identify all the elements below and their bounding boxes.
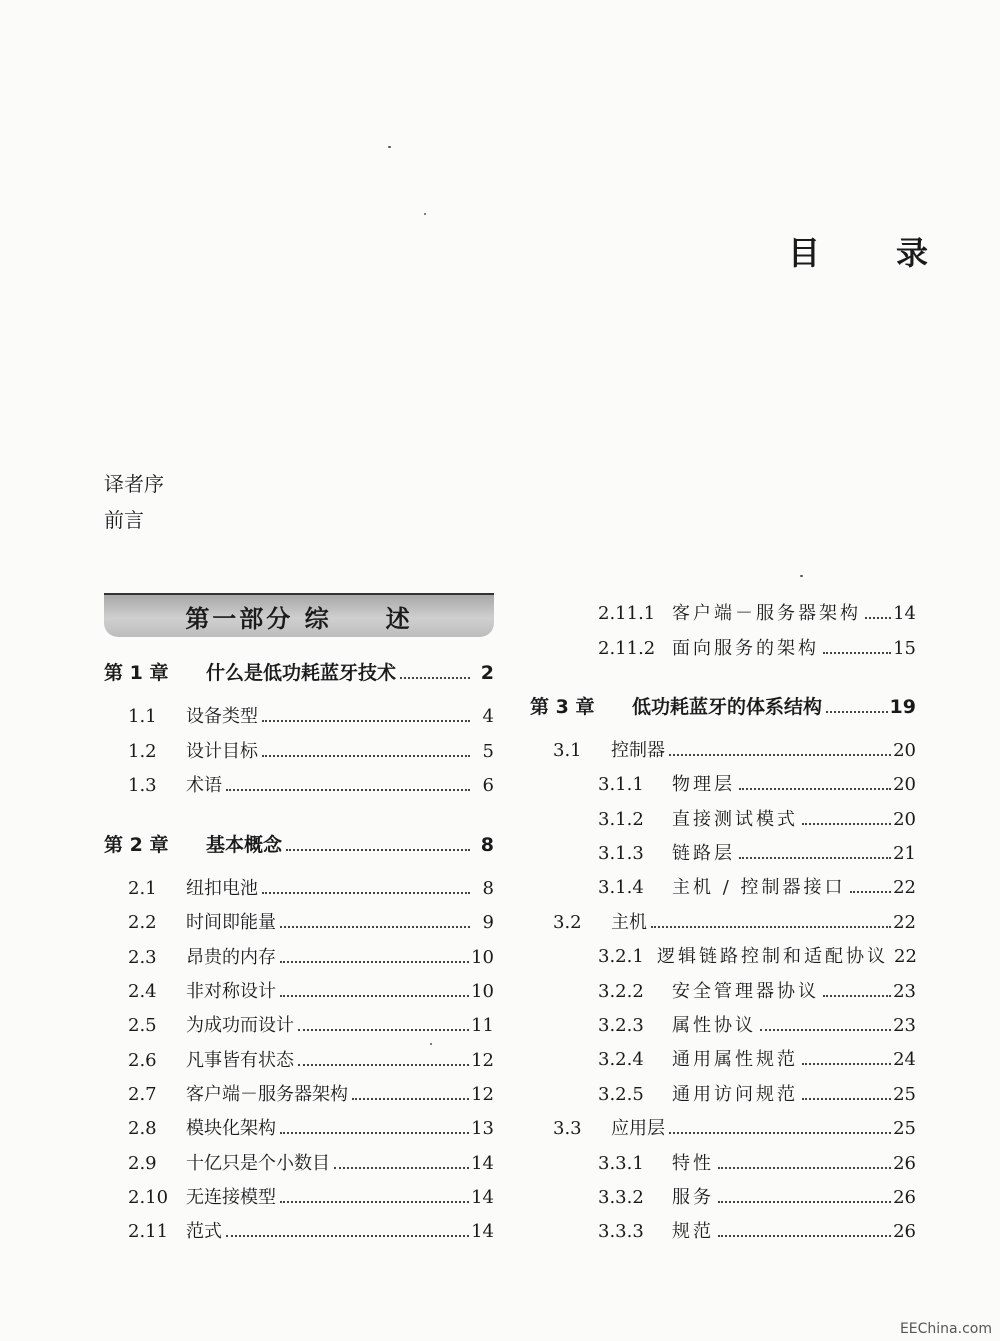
toc-entry-1-1[interactable] <box>128 702 494 728</box>
toc-entry-3-3-3[interactable] <box>598 1217 916 1243</box>
toc-entry-3-2[interactable] <box>553 908 916 934</box>
toc-entry-3-2-4[interactable] <box>598 1045 916 1071</box>
toc-leader-dots <box>262 720 470 722</box>
toc-entry-page: 11 <box>471 1015 494 1036</box>
toc-entry-page: 23 <box>893 1015 916 1036</box>
toc-leader-dots <box>280 995 469 997</box>
toc-entry-title: 十亿只是个小数目 <box>186 1153 330 1174</box>
toc-entry-page: 22 <box>893 912 916 933</box>
toc-entry-3-1-1[interactable] <box>598 770 916 796</box>
toc-entry-title: 应用层 <box>611 1118 665 1139</box>
toc-entry-number: 3.1.2 <box>598 809 644 830</box>
toc-leader-dots <box>226 1235 469 1237</box>
toc-entry-3-1[interactable] <box>553 736 916 762</box>
toc-leader-dots <box>739 788 891 790</box>
toc-entry-number: 1.1 <box>128 706 157 727</box>
toc-entry-number: 第 1 章 <box>104 662 169 684</box>
toc-entry-3-3-1[interactable] <box>598 1149 916 1175</box>
toc-leader-dots <box>802 1098 891 1100</box>
toc-entry-title: 物理层 <box>672 774 735 795</box>
toc-entry-number: 3.2 <box>553 912 582 933</box>
toc-leader-dots <box>280 961 469 963</box>
toc-entry-page: 14 <box>471 1153 494 1174</box>
toc-entry-3-2-5[interactable] <box>598 1080 916 1106</box>
page-title <box>788 228 928 274</box>
toc-entry-title: 安全管理器协议 <box>672 981 819 1002</box>
toc-entry-title: 模块化架构 <box>186 1118 276 1139</box>
toc-entry-number: 2.4 <box>128 981 157 1002</box>
toc-entry-title: 时间即能量 <box>186 912 276 933</box>
toc-entry-number: 3.1.1 <box>598 774 644 795</box>
front-matter-preface[interactable]: 前言 <box>104 508 144 532</box>
toc-entry-3-2-3[interactable] <box>598 1011 916 1037</box>
toc-leader-dots <box>718 1201 891 1203</box>
toc-entry-title: 无连接模型 <box>186 1187 276 1208</box>
page-title-char-2: 录 <box>895 234 928 272</box>
toc-entry-page: 2 <box>480 662 494 684</box>
toc-entry-number: 3.1.3 <box>598 843 644 864</box>
toc-entry-page: 14 <box>471 1187 494 1208</box>
toc-entry-2-4[interactable] <box>128 977 494 1003</box>
toc-entry-page: 12 <box>471 1084 494 1105</box>
toc-entry-page: 25 <box>893 1084 916 1105</box>
toc-entry-title: 非对称设计 <box>186 981 276 1002</box>
toc-leader-dots <box>298 1029 469 1031</box>
toc-leader-dots <box>262 892 470 894</box>
toc-entry-page: 9 <box>482 912 494 933</box>
part-banner-label: 第一部分 综 述 <box>185 604 413 633</box>
toc-entry-number: 2.11 <box>128 1221 169 1242</box>
toc-entry-title: 客户端－服务器架构 <box>186 1084 348 1105</box>
toc-leader-dots <box>823 995 891 997</box>
toc-entry-number: 2.7 <box>128 1084 157 1105</box>
toc-entry-page: 26 <box>893 1153 916 1174</box>
toc-entry-number: 2.6 <box>128 1050 157 1071</box>
toc-entry-3-1-4[interactable] <box>598 873 916 899</box>
toc-entry-title: 规范 <box>672 1221 714 1242</box>
toc-entry-1-3[interactable] <box>128 771 494 797</box>
toc-entry-page: 10 <box>471 947 494 968</box>
toc-entry-number: 2.5 <box>128 1015 157 1036</box>
scan-speck <box>800 575 803 577</box>
toc-leader-dots <box>400 677 470 679</box>
toc-entry-title: 范式 <box>186 1221 222 1242</box>
toc-entry-number: 3.2.5 <box>598 1084 644 1105</box>
toc-entry-3-3[interactable] <box>553 1114 916 1140</box>
toc-entry-page: 21 <box>893 843 916 864</box>
toc-entry-number: 3.3.2 <box>598 1187 644 1208</box>
toc-leader-dots <box>226 789 470 791</box>
toc-entry-page: 19 <box>889 696 916 718</box>
toc-entry-number: 2.8 <box>128 1118 157 1139</box>
toc-leader-dots <box>298 1064 469 1066</box>
toc-leader-dots <box>739 857 891 859</box>
toc-entry-title: 主机 / 控制器接口 <box>672 877 846 898</box>
toc-entry-number: 2.9 <box>128 1153 157 1174</box>
toc-entry-title: 面向服务的架构 <box>672 638 819 659</box>
toc-entry-2-8[interactable] <box>128 1114 494 1140</box>
toc-entry-number: 3.3 <box>553 1118 582 1139</box>
toc-entry-title: 直接测试模式 <box>672 809 798 830</box>
toc-entry-2-5[interactable] <box>128 1011 494 1037</box>
toc-entry-title: 服务 <box>672 1187 714 1208</box>
toc-entry-title: 属性协议 <box>672 1015 756 1036</box>
toc-entry-number: 1.3 <box>128 775 157 796</box>
toc-entry-page: 22 <box>894 946 917 967</box>
toc-leader-dots <box>826 711 888 713</box>
toc-entry-page: 20 <box>893 774 916 795</box>
toc-entry-2-3[interactable] <box>128 943 494 969</box>
toc-entry-number: 2.3 <box>128 947 157 968</box>
toc-entry-2-2[interactable] <box>128 908 494 934</box>
toc-entry-2-11-1[interactable] <box>598 599 916 625</box>
toc-entry-number: 第 2 章 <box>104 834 169 856</box>
toc-entry-number: 第 3 章 <box>530 696 595 718</box>
toc-leader-dots <box>651 926 891 928</box>
part-banner <box>104 593 494 637</box>
toc-entry-3-2-2[interactable] <box>598 977 916 1003</box>
toc-entry-2-7[interactable] <box>128 1080 494 1106</box>
toc-entry-2-11-2[interactable] <box>598 634 916 660</box>
toc-leader-dots <box>718 1167 891 1169</box>
toc-entry-title: 术语 <box>186 775 222 796</box>
toc-entry-number: 2.11.2 <box>598 638 656 659</box>
toc-entry-number: 3.2.4 <box>598 1049 644 1070</box>
toc-entry-number: 3.3.1 <box>598 1153 644 1174</box>
toc-entry-page: 26 <box>893 1221 916 1242</box>
toc-entry-page: 15 <box>893 638 916 659</box>
toc-entry-title: 设计目标 <box>186 741 258 762</box>
toc-entry-number: 3.2.2 <box>598 981 644 1002</box>
toc-entry-page: 20 <box>893 809 916 830</box>
toc-entry-number: 3.2.1 <box>598 946 644 967</box>
toc-entry-page: 5 <box>482 741 494 762</box>
toc-leader-dots <box>334 1167 469 1169</box>
toc-entry-第2章[interactable] <box>104 830 494 857</box>
toc-leader-dots <box>280 1132 469 1134</box>
watermark-brand: EEChina.com <box>899 1321 992 1337</box>
toc-leader-dots <box>823 652 891 654</box>
toc-entry-page: 8 <box>482 878 494 899</box>
toc-entry-number: 2.2 <box>128 912 157 933</box>
toc-entry-number: 2.1 <box>128 878 157 899</box>
toc-entry-page: 13 <box>471 1118 494 1139</box>
toc-entry-title: 基本概念 <box>206 834 283 856</box>
toc-entry-title: 控制器 <box>611 740 665 761</box>
toc-leader-dots <box>669 754 891 756</box>
toc-entry-page: 24 <box>893 1049 916 1070</box>
toc-leader-dots <box>286 849 470 851</box>
front-matter-translator-preface[interactable]: 译者序 <box>104 472 164 496</box>
toc-entry-2-6[interactable] <box>128 1046 494 1072</box>
toc-entry-title: 纽扣电池 <box>186 878 258 899</box>
page-title-char-1: 目 <box>788 234 821 272</box>
toc-entry-title: 逻辑链路控制和适配协议 <box>657 946 888 967</box>
toc-leader-dots <box>760 1029 891 1031</box>
toc-entry-2-10[interactable] <box>128 1183 494 1209</box>
toc-entry-title: 昂贵的内存 <box>186 947 276 968</box>
toc-entry-number: 2.10 <box>128 1187 169 1208</box>
toc-entry-1-2[interactable] <box>128 737 494 763</box>
toc-leader-dots <box>280 1201 469 1203</box>
toc-entry-title: 什么是低功耗蓝牙技术 <box>206 662 397 684</box>
toc-leader-dots <box>262 755 470 757</box>
toc-entry-page: 14 <box>893 603 916 624</box>
toc-leader-dots <box>280 926 470 928</box>
toc-entry-page: 14 <box>471 1221 494 1242</box>
toc-entry-2-11[interactable] <box>128 1217 494 1243</box>
toc-entry-3-1-2[interactable] <box>598 805 916 831</box>
toc-leader-dots <box>669 1132 891 1134</box>
toc-entry-page: 26 <box>893 1187 916 1208</box>
toc-entry-page: 20 <box>893 740 916 761</box>
toc-entry-number: 3.2.3 <box>598 1015 644 1036</box>
toc-entry-page: 12 <box>471 1050 494 1071</box>
toc-entry-page: 4 <box>482 706 494 727</box>
toc-entry-title: 客户端－服务器架构 <box>672 603 861 624</box>
toc-entry-title: 通用属性规范 <box>672 1049 798 1070</box>
toc-leader-dots <box>865 617 891 619</box>
toc-entry-第1章[interactable] <box>104 658 494 685</box>
toc-entry-title: 主机 <box>611 912 647 933</box>
toc-entry-3-3-2[interactable] <box>598 1183 916 1209</box>
toc-leader-dots <box>850 891 892 893</box>
toc-entry-number: 3.1.4 <box>598 877 644 898</box>
toc-entry-第3章[interactable] <box>530 692 916 719</box>
toc-entry-page: 6 <box>482 775 494 796</box>
toc-entry-2-9[interactable] <box>128 1149 494 1175</box>
toc-leader-dots <box>802 823 891 825</box>
toc-entry-2-1[interactable] <box>128 874 494 900</box>
toc-entry-page: 10 <box>471 981 494 1002</box>
toc-entry-3-2-1[interactable] <box>598 942 916 968</box>
toc-entry-number: 1.2 <box>128 741 157 762</box>
toc-leader-dots <box>802 1063 891 1065</box>
toc-entry-3-1-3[interactable] <box>598 839 916 865</box>
toc-entry-title: 特性 <box>672 1153 714 1174</box>
toc-entry-number: 3.1 <box>553 740 582 761</box>
toc-entry-page: 25 <box>893 1118 916 1139</box>
toc-entry-title: 低功耗蓝牙的体系结构 <box>632 696 823 718</box>
toc-entry-page: 23 <box>893 981 916 1002</box>
toc-entry-number: 3.3.3 <box>598 1221 644 1242</box>
toc-leader-dots <box>352 1098 469 1100</box>
toc-entry-title: 通用访问规范 <box>672 1084 798 1105</box>
scan-speck <box>424 213 426 215</box>
toc-entry-number: 2.11.1 <box>598 603 656 624</box>
toc-entry-page: 22 <box>893 877 916 898</box>
toc-entry-page: 8 <box>480 834 494 856</box>
scan-speck <box>430 1043 432 1045</box>
toc-entry-title: 为成功而设计 <box>186 1015 294 1036</box>
toc-entry-title: 设备类型 <box>186 706 258 727</box>
toc-entry-title: 链路层 <box>672 843 735 864</box>
toc-entry-title: 凡事皆有状态 <box>186 1050 294 1071</box>
toc-leader-dots <box>718 1235 891 1237</box>
scan-speck <box>388 146 391 148</box>
